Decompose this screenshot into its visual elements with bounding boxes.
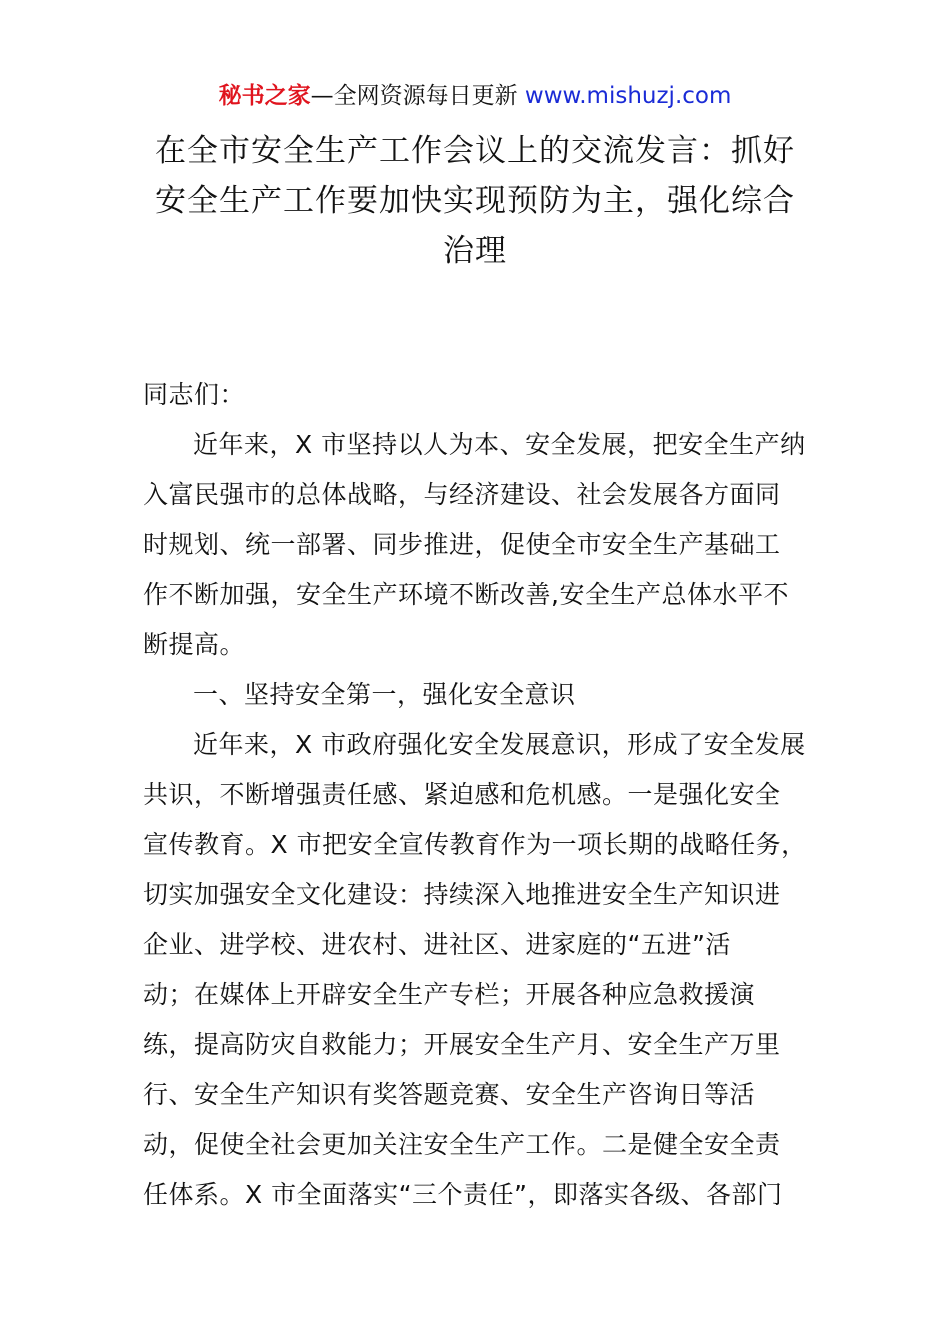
paragraph-line: 入富民强市的总体战略，与经济建设、社会发展各方面同: [143, 480, 781, 509]
paragraph-line: 近年来，X 市坚持以人为本、安全发展，把安全生产纳: [193, 430, 806, 459]
site-brand: 秘书之家: [218, 83, 311, 109]
document-title: [130, 126, 820, 276]
paragraph-1: [143, 420, 815, 670]
site-url-link[interactable]: www.mishuzj.com: [524, 83, 732, 109]
paragraph-line: 任体系。X 市全面落实“三个责任”，即落实各级、各部门: [143, 1180, 783, 1209]
paragraph-line: 作不断加强，安全生产环境不断改善,安全生产总体水平不: [143, 580, 789, 609]
paragraph-line: 时规划、统一部署、同步推进，促使全市安全生产基础工: [143, 530, 781, 559]
title-line: 治理: [443, 233, 507, 269]
paragraph-line: 练，提高防灾自救能力；开展安全生产月、安全生产万里: [143, 1030, 781, 1059]
paragraph-2: [143, 720, 815, 1220]
paragraph-line: 动；在媒体上开辟安全生产专栏；开展各种应急救援演: [143, 980, 756, 1009]
title-line: 在全市安全生产工作会议上的交流发言：抓好: [155, 133, 795, 169]
title-line: 安全生产工作要加快实现预防为主，强化综合: [155, 183, 795, 219]
paragraph-line: 共识，不断增强责任感、紧迫感和危机感。一是强化安全: [143, 780, 781, 809]
paragraph-line: 行、安全生产知识有奖答题竞赛、安全生产咨询日等活: [143, 1080, 756, 1109]
document-body: [143, 370, 815, 1220]
paragraph-line: 切实加强安全文化建设：持续深入地推进安全生产知识进: [143, 880, 781, 909]
section-heading: 一、坚持安全第一，强化安全意识: [193, 680, 576, 709]
site-header: [0, 80, 950, 112]
paragraph-line: 宣传教育。X 市把安全宣传教育作为一项长期的战略任务，: [143, 830, 807, 859]
paragraph-line: 断提高。: [143, 630, 246, 659]
salutation: 同志们：: [143, 380, 246, 409]
paragraph-line: 动，促使全社会更加关注安全生产工作。二是健全安全责: [143, 1130, 781, 1159]
paragraph-line: 近年来，X 市政府强化安全发展意识，形成了安全发展: [193, 730, 806, 759]
site-tagline: —全网资源每日更新: [310, 83, 525, 109]
paragraph-line: 企业、进学校、进农村、进社区、进家庭的“五进”活: [143, 930, 731, 959]
